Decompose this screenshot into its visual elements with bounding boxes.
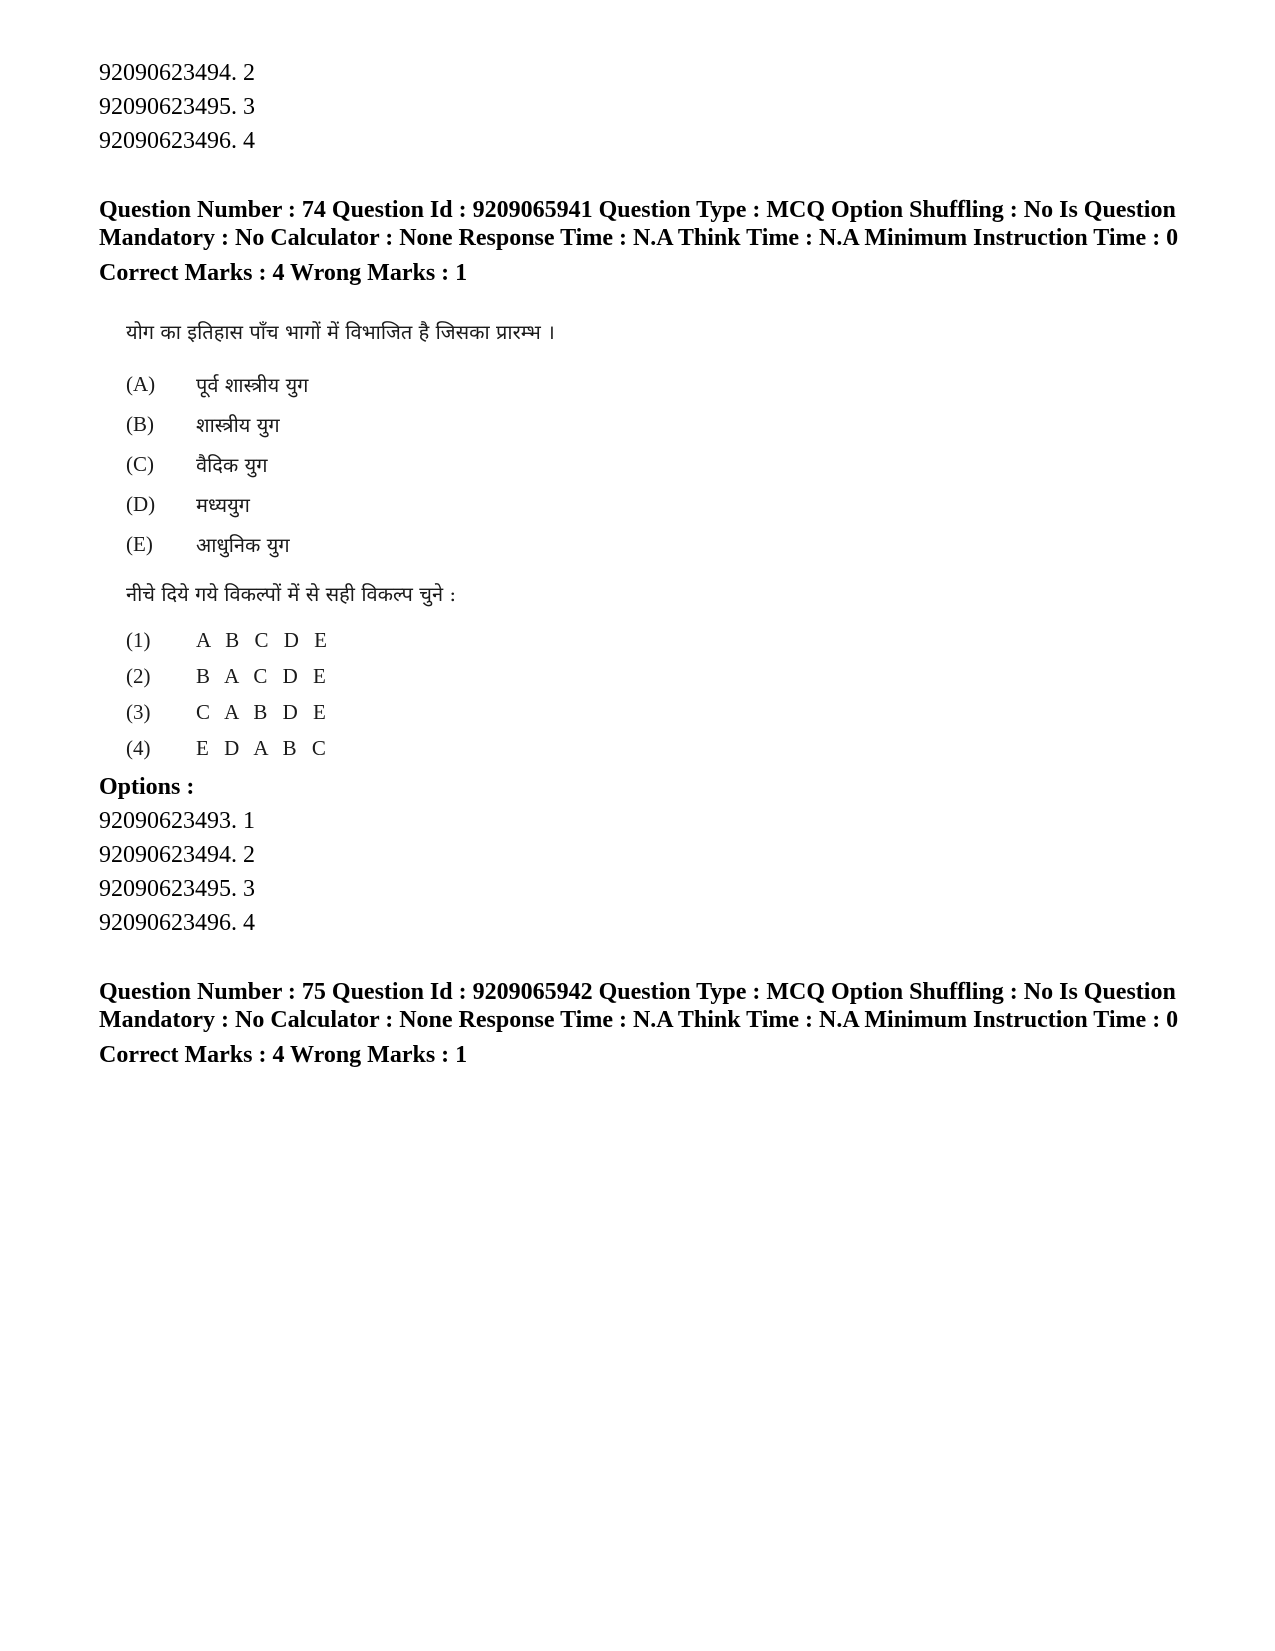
item-text: पूर्व शास्त्रीय युग	[196, 372, 309, 397]
spacer	[99, 940, 1179, 978]
choice-label: (2)	[126, 663, 151, 688]
choice-text: C A B D E	[196, 699, 331, 724]
document-page	[99, 56, 1179, 1072]
option-line: 92090623494. 2	[99, 60, 255, 86]
question-item	[126, 484, 1179, 524]
item-label: (E)	[126, 531, 153, 556]
options-list	[99, 804, 1179, 940]
choice-text: B A C D E	[196, 663, 331, 688]
choice-label: (4)	[126, 735, 151, 760]
option-line: 92090623495. 3	[99, 94, 255, 120]
spacer	[99, 158, 1179, 196]
option-line: 92090623495. 3	[99, 876, 255, 902]
previous-options-list	[99, 56, 1179, 158]
question-meta: Question Number : 75 Question Id : 9209065942 Question Type : MCQ Option Shuffling : No Is Question Mandatory : No Calculator : None Response Time : N.A Think Time : N.A Minimum Instruction Time : 0	[99, 979, 1179, 1033]
choice-label: (1)	[126, 627, 151, 652]
question-item	[126, 444, 1179, 484]
option-line: 92090623493. 1	[99, 808, 255, 834]
question-stem: योग का इतिहास पाँच भागों में विभाजित है जिसका प्रारम्भ ।	[126, 320, 555, 344]
item-label: (D)	[126, 491, 156, 516]
question-marks: Correct Marks : 4 Wrong Marks : 1	[99, 260, 468, 286]
answer-choice	[126, 658, 1179, 694]
choice-label: (3)	[126, 699, 151, 724]
question-instruction: नीचे दिये गये विकल्पों में से सही विकल्प चुने :	[126, 582, 457, 606]
item-label: (B)	[126, 411, 154, 436]
option-line: 92090623496. 4	[99, 128, 255, 154]
item-text: आधुनिक युग	[196, 532, 290, 557]
question-meta: Question Number : 74 Question Id : 9209065941 Question Type : MCQ Option Shuffling : No Is Question Mandatory : No Calculator : None Response Time : N.A Think Time : N.A Minimum Instruction Time : 0	[99, 197, 1179, 251]
option-line: 92090623494. 2	[99, 842, 255, 868]
question-marks: Correct Marks : 4 Wrong Marks : 1	[99, 1042, 468, 1068]
answer-choice	[126, 730, 1179, 766]
options-heading: Options :	[99, 774, 195, 800]
item-label: (A)	[126, 371, 156, 396]
item-text: मध्ययुग	[196, 492, 250, 517]
choice-text: E D A B C	[196, 735, 331, 760]
answer-choice	[126, 622, 1179, 658]
question-image	[126, 318, 1179, 766]
question-item	[126, 404, 1179, 444]
answer-choice	[126, 694, 1179, 730]
item-text: वैदिक युग	[196, 452, 268, 477]
choice-text: A B C D E	[196, 627, 333, 652]
question-75	[99, 978, 1179, 1072]
answer-choices	[126, 622, 1179, 766]
item-label: (C)	[126, 451, 154, 476]
item-text: शास्त्रीय युग	[196, 412, 280, 437]
question-74	[99, 196, 1179, 940]
question-item	[126, 524, 1179, 564]
option-line: 92090623496. 4	[99, 910, 255, 936]
question-item	[126, 364, 1179, 404]
question-items	[126, 364, 1179, 564]
